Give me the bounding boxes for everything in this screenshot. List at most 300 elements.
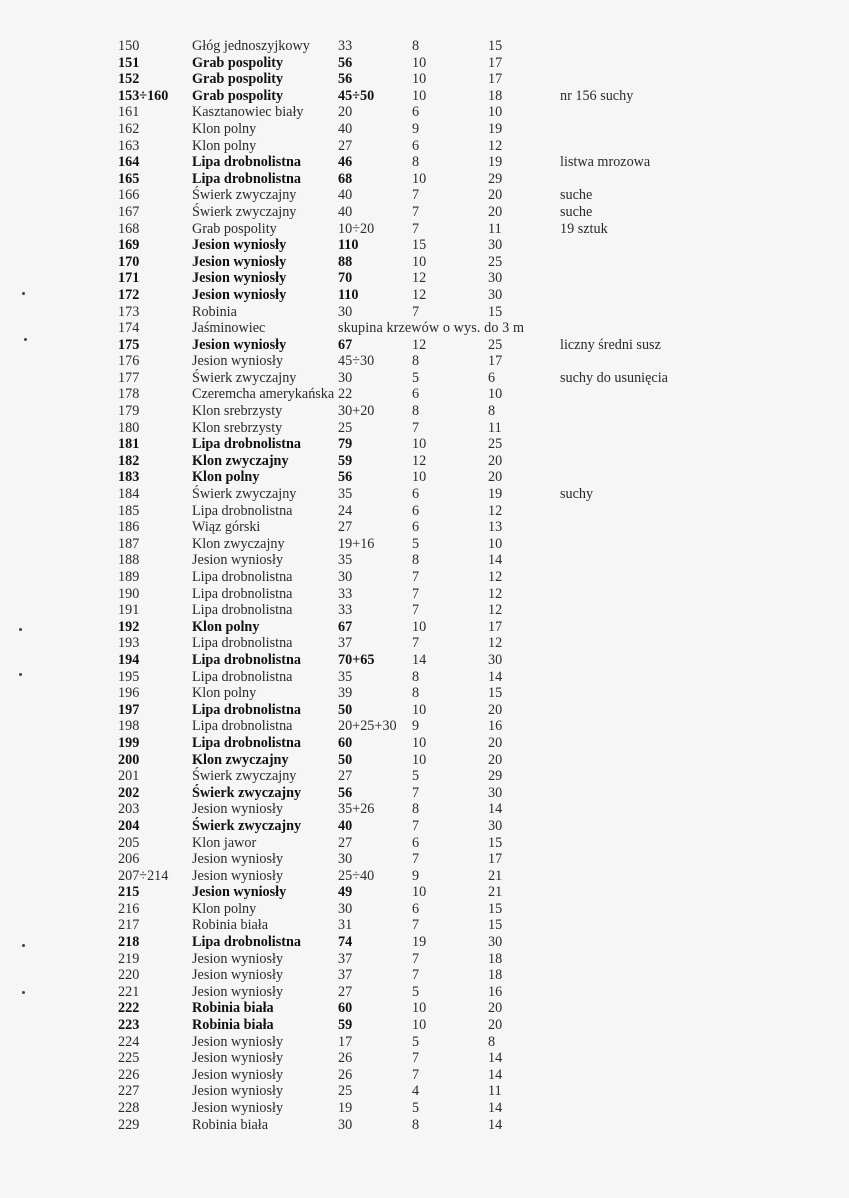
circumference-cell: 110	[338, 286, 359, 303]
remarks-cell	[560, 320, 760, 337]
height-cell: 5	[412, 983, 420, 1000]
remarks-cell: nr 156 suchy	[560, 87, 634, 104]
crown-cell: 20	[488, 452, 503, 469]
circumference-cell: 17	[338, 1033, 353, 1050]
crown-cell: 14	[488, 1116, 503, 1133]
species-cell: Jesion wyniosły	[192, 552, 284, 569]
crown-cell: 13	[488, 519, 503, 536]
remarks-cell	[560, 55, 760, 72]
species-cell: Jesion wyniosły	[192, 270, 287, 287]
height-cell: 10	[412, 1017, 427, 1034]
remarks-cell	[560, 669, 760, 686]
species-cell: Lipa drobnolistna	[192, 602, 293, 619]
crown-cell: 29	[488, 768, 503, 785]
remarks-cell	[560, 453, 760, 470]
tree-number-cell: 198	[118, 718, 140, 735]
remarks-cell	[560, 702, 760, 719]
height-cell: 10	[412, 253, 427, 270]
table-row	[112, 403, 760, 420]
species-cell: Klon jawor	[192, 834, 257, 851]
crown-cell: 17	[488, 71, 503, 88]
height-cell: 12	[412, 270, 427, 287]
tree-number-cell: 181	[118, 436, 140, 453]
tree-number-cell: 180	[118, 419, 140, 436]
height-cell: 5	[412, 768, 420, 785]
species-cell: Robinia biała	[192, 1017, 274, 1034]
circumference-cell: 30+20	[338, 403, 375, 420]
remarks-cell	[560, 735, 760, 752]
species-cell: Świerk zwyczajny	[192, 486, 297, 503]
table-row	[112, 569, 760, 586]
table-row	[112, 735, 760, 752]
circumference-cell: 60	[338, 1000, 353, 1017]
height-cell: 10	[412, 87, 427, 104]
tree-inventory-body	[112, 38, 760, 1133]
remarks-cell	[560, 519, 760, 536]
height-cell: 5	[412, 369, 420, 386]
height-cell: 6	[412, 834, 420, 851]
tree-number-cell: 220	[118, 967, 140, 984]
species-cell: Jesion wyniosły	[192, 286, 287, 303]
species-cell: Klon polny	[192, 137, 257, 154]
crown-cell: 12	[488, 635, 503, 652]
height-cell: 7	[412, 187, 420, 204]
tree-number-cell: 192	[118, 618, 140, 635]
circumference-cell: 68	[338, 170, 353, 187]
remarks-cell	[560, 635, 760, 652]
table-row	[112, 503, 760, 520]
tree-number-cell: 221	[118, 983, 140, 1000]
circumference-cell: 30	[338, 851, 353, 868]
height-cell: 10	[412, 734, 427, 751]
remarks-cell	[560, 718, 760, 735]
circumference-cell: 67	[338, 618, 353, 635]
species-cell: Jesion wyniosły	[192, 867, 284, 884]
circumference-cell: 20	[338, 104, 353, 121]
height-cell: 7	[412, 569, 420, 585]
circumference-cell: 26	[338, 1050, 353, 1067]
circumference-cell: 26	[338, 1066, 353, 1083]
species-cell: Lipa drobnolistna	[192, 668, 293, 685]
tree-number-cell: 166	[118, 187, 140, 204]
height-cell: 9	[412, 867, 420, 884]
circumference-cell: 45÷50	[338, 87, 375, 104]
tree-number-cell: 197	[118, 701, 140, 718]
crown-cell: 11	[488, 419, 502, 436]
remarks-cell	[560, 536, 760, 553]
circumference-cell: 25	[338, 1083, 353, 1100]
table-row	[112, 884, 760, 901]
species-cell: Klon zwyczajny	[192, 452, 289, 469]
species-cell: Jesion wyniosły	[192, 983, 284, 1000]
table-row	[112, 386, 760, 403]
remarks-cell	[560, 270, 760, 287]
species-cell: Lipa drobnolistna	[192, 651, 301, 668]
scan-speck	[22, 991, 25, 994]
table-row	[112, 154, 760, 171]
height-cell: 10	[412, 618, 427, 635]
circumference-cell: 37	[338, 635, 353, 652]
species-cell: Jesion wyniosły	[192, 336, 287, 353]
table-row	[112, 254, 760, 271]
table-row	[112, 1067, 760, 1084]
crown-cell: 20	[488, 203, 503, 220]
tree-number-cell: 203	[118, 801, 140, 818]
tree-number-cell: 222	[118, 1000, 140, 1017]
circumference-cell: 30	[338, 900, 353, 917]
table-row	[112, 237, 760, 254]
table-row	[112, 934, 760, 951]
table-row	[112, 55, 760, 72]
height-cell: 10	[412, 469, 427, 486]
tree-number-cell: 150	[118, 38, 140, 54]
circumference-cell: 35	[338, 486, 353, 503]
height-cell: 6	[412, 104, 420, 121]
crown-cell: 12	[488, 502, 503, 519]
tree-number-cell: 186	[118, 519, 140, 536]
table-row	[112, 868, 760, 885]
tree-number-cell: 228	[118, 1100, 140, 1116]
table-row	[112, 536, 760, 553]
crown-cell: 20	[488, 469, 503, 486]
height-cell: 9	[412, 718, 420, 735]
species-cell: Świerk zwyczajny	[192, 187, 297, 204]
height-cell: 6	[412, 486, 420, 503]
remarks-cell	[560, 917, 760, 934]
tree-number-cell: 171	[118, 270, 140, 287]
table-row	[112, 951, 760, 968]
remarks-cell	[560, 138, 760, 155]
crown-cell: 20	[488, 734, 503, 751]
circumference-cell: 45÷30	[338, 353, 375, 370]
species-cell: Jesion wyniosły	[192, 1100, 284, 1116]
crown-cell: 8	[488, 403, 496, 420]
circumference-cell: 39	[338, 685, 353, 702]
table-row	[112, 1083, 760, 1100]
table-row	[112, 619, 760, 636]
species-cell: Jesion wyniosły	[192, 1066, 284, 1083]
height-cell: 7	[412, 917, 420, 934]
species-cell: Klon srebrzysty	[192, 419, 283, 436]
table-row	[112, 752, 760, 769]
species-cell: Głóg jednoszyjkowy	[192, 38, 310, 54]
remarks-cell	[560, 403, 760, 420]
table-row	[112, 1000, 760, 1017]
remarks-cell	[560, 785, 760, 802]
tree-number-cell: 152	[118, 71, 140, 88]
species-cell: Klon polny	[192, 685, 257, 702]
table-row	[112, 652, 760, 669]
circumference-cell: 74	[338, 934, 353, 951]
species-cell: Lipa drobnolistna	[192, 934, 301, 951]
crown-cell: 19	[488, 120, 503, 137]
tree-number-cell: 189	[118, 569, 140, 585]
remarks-cell: suchy do usunięcia	[560, 369, 668, 386]
crown-cell: 10	[488, 386, 503, 403]
circumference-cell: 59	[338, 452, 353, 469]
circumference-cell: 30	[338, 569, 353, 585]
tree-number-cell: 164	[118, 154, 140, 171]
tree-number-cell: 184	[118, 486, 140, 503]
circumference-cell: 35	[338, 552, 353, 569]
tree-number-cell: 162	[118, 120, 140, 137]
tree-number-cell: 153÷160	[118, 87, 169, 104]
crown-cell: 15	[488, 834, 503, 851]
crown-cell: 30	[488, 270, 503, 287]
species-cell: Klon zwyczajny	[192, 751, 289, 768]
species-cell: Świerk zwyczajny	[192, 203, 297, 220]
table-row	[112, 818, 760, 835]
circumference-cell: 50	[338, 751, 353, 768]
tree-number-cell: 190	[118, 585, 140, 602]
tree-number-cell: 169	[118, 237, 140, 254]
crown-cell: 17	[488, 54, 503, 71]
circumference-cell: 19+16	[338, 535, 375, 552]
height-cell: 10	[412, 884, 427, 901]
height-cell: 7	[412, 602, 420, 619]
tree-number-cell: 223	[118, 1017, 140, 1034]
crown-cell: 12	[488, 569, 503, 585]
remarks-cell	[560, 287, 760, 304]
height-cell: 5	[412, 535, 420, 552]
remarks-cell	[560, 469, 760, 486]
remarks-cell: suche	[560, 203, 593, 220]
remarks-cell	[560, 768, 760, 785]
circumference-cell: 27	[338, 834, 353, 851]
tree-inventory-table	[112, 38, 760, 1133]
height-cell: 8	[412, 801, 420, 818]
crown-cell: 20	[488, 751, 503, 768]
tree-number-cell: 168	[118, 220, 140, 237]
remarks-cell	[560, 818, 760, 835]
circumference-cell: 30	[338, 303, 353, 320]
crown-cell: 18	[488, 87, 503, 104]
species-cell: Klon polny	[192, 469, 260, 486]
crown-cell: 30	[488, 651, 503, 668]
table-row	[112, 469, 760, 486]
height-cell: 15	[412, 237, 427, 254]
remarks-cell	[560, 38, 760, 55]
tree-number-cell: 170	[118, 253, 140, 270]
species-cell: Jaśminowiec	[192, 320, 266, 337]
circumference-cell: 19	[338, 1100, 353, 1116]
height-cell: 10	[412, 701, 427, 718]
crown-cell: 30	[488, 784, 503, 801]
crown-cell: 29	[488, 170, 503, 187]
crown-cell: 20	[488, 187, 503, 204]
remarks-cell	[560, 104, 760, 121]
height-cell: 8	[412, 1116, 420, 1133]
circumference-cell: 30	[338, 369, 353, 386]
remarks-cell	[560, 934, 760, 951]
tree-number-cell: 175	[118, 336, 140, 353]
circumference-cell: 27	[338, 137, 353, 154]
scan-speck	[19, 673, 22, 676]
species-cell: Klon polny	[192, 120, 257, 137]
circumference-cell: 56	[338, 54, 353, 71]
remarks-cell	[560, 569, 760, 586]
tree-number-cell: 185	[118, 502, 140, 519]
tree-number-cell: 227	[118, 1083, 140, 1100]
circumference-cell: 50	[338, 701, 353, 718]
crown-cell: 30	[488, 286, 503, 303]
table-row	[112, 1017, 760, 1034]
circumference-cell: 27	[338, 768, 353, 785]
table-row	[112, 104, 760, 121]
species-cell: Jesion wyniosły	[192, 950, 284, 967]
species-cell: Robinia biała	[192, 1116, 269, 1133]
remarks-cell	[560, 71, 760, 88]
tree-number-cell: 163	[118, 137, 140, 154]
remarks-cell	[560, 619, 760, 636]
remarks-cell	[560, 420, 760, 437]
circumference-cell: 70+65	[338, 651, 375, 668]
remarks-cell	[560, 1067, 760, 1084]
circumference-cell: 25÷40	[338, 867, 375, 884]
remarks-cell	[560, 884, 760, 901]
table-row	[112, 88, 760, 105]
table-row	[112, 685, 760, 702]
height-cell: 7	[412, 967, 420, 984]
height-cell: 8	[412, 685, 420, 702]
tree-number-cell: 225	[118, 1050, 140, 1067]
height-cell: 6	[412, 386, 420, 403]
tree-number-cell: 202	[118, 784, 140, 801]
remarks-cell	[560, 801, 760, 818]
remarks-cell	[560, 304, 760, 321]
crown-cell: 14	[488, 552, 503, 569]
crown-cell: 15	[488, 900, 503, 917]
height-cell: 7	[412, 585, 420, 602]
remarks-cell: 19 sztuk	[560, 220, 608, 237]
height-cell: 10	[412, 54, 427, 71]
height-cell: 7	[412, 851, 420, 868]
species-cell: Lipa drobnolistna	[192, 436, 301, 453]
species-cell: Robinia biała	[192, 917, 269, 934]
height-cell: 8	[412, 38, 420, 54]
crown-cell: 30	[488, 934, 503, 951]
circumference-cell: 27	[338, 519, 353, 536]
crown-cell: 15	[488, 685, 503, 702]
species-cell: Lipa drobnolistna	[192, 585, 293, 602]
crown-cell: 19	[488, 486, 503, 503]
tree-number-cell: 193	[118, 635, 140, 652]
circumference-cell: 49	[338, 884, 353, 901]
tree-number-cell: 176	[118, 353, 140, 370]
remarks-cell	[560, 652, 760, 669]
height-cell: 7	[412, 784, 420, 801]
species-cell: Klon zwyczajny	[192, 535, 285, 552]
species-cell: Lipa drobnolistna	[192, 734, 301, 751]
remarks-cell	[560, 1083, 760, 1100]
height-cell: 6	[412, 502, 420, 519]
height-cell: 7	[412, 1050, 420, 1067]
circumference-cell: 37	[338, 950, 353, 967]
crown-cell: 16	[488, 983, 503, 1000]
species-cell: Grab pospolity	[192, 54, 284, 71]
remarks-cell	[560, 1050, 760, 1067]
tree-number-cell: 182	[118, 452, 140, 469]
table-row	[112, 337, 760, 354]
scan-speck	[24, 338, 27, 341]
tree-number-cell: 200	[118, 751, 140, 768]
crown-cell: 14	[488, 1050, 503, 1067]
remarks-cell	[560, 1117, 760, 1134]
species-cell: Grab pospolity	[192, 87, 284, 104]
species-cell: Lipa drobnolistna	[192, 170, 301, 187]
circumference-cell: 60	[338, 734, 353, 751]
remarks-cell	[560, 851, 760, 868]
crown-cell: 15	[488, 917, 503, 934]
height-cell: 8	[412, 403, 420, 420]
circumference-cell: 33	[338, 602, 353, 619]
circumference-cell: 25	[338, 419, 353, 436]
tree-number-cell: 199	[118, 734, 140, 751]
species-cell: Lipa drobnolistna	[192, 502, 293, 519]
table-row	[112, 320, 760, 337]
remarks-cell	[560, 901, 760, 918]
table-row	[112, 835, 760, 852]
remarks-cell	[560, 951, 760, 968]
height-cell: 6	[412, 519, 420, 536]
crown-cell: 20	[488, 1017, 503, 1034]
tree-number-cell: 188	[118, 552, 140, 569]
remarks-cell	[560, 353, 760, 370]
species-cell: Jesion wyniosły	[192, 1050, 284, 1067]
circumference-cell: 56	[338, 71, 353, 88]
species-cell: Czeremcha amerykańska	[192, 386, 335, 403]
species-cell: Lipa drobnolistna	[192, 569, 293, 585]
species-cell: Jesion wyniosły	[192, 1033, 284, 1050]
crown-cell: 14	[488, 801, 503, 818]
table-row	[112, 1034, 760, 1051]
crown-cell: 18	[488, 950, 503, 967]
tree-number-cell: 215	[118, 884, 140, 901]
remarks-cell	[560, 602, 760, 619]
height-cell: 8	[412, 552, 420, 569]
circumference-cell: 40	[338, 187, 353, 204]
remarks-cell	[560, 1034, 760, 1051]
height-cell: 9	[412, 120, 420, 137]
crown-cell: 21	[488, 884, 503, 901]
tree-number-cell: 165	[118, 170, 140, 187]
table-row	[112, 71, 760, 88]
tree-number-cell: 219	[118, 950, 140, 967]
table-row	[112, 602, 760, 619]
remarks-cell	[560, 868, 760, 885]
table-row	[112, 519, 760, 536]
circumference-cell: 33	[338, 585, 353, 602]
circumference-cell: 31	[338, 917, 353, 934]
circumference-cell: 24	[338, 502, 353, 519]
tree-number-cell: 167	[118, 203, 140, 220]
circumference-cell: 30	[338, 1116, 353, 1133]
table-row	[112, 221, 760, 238]
species-cell: Grab pospolity	[192, 71, 284, 88]
height-cell: 19	[412, 934, 427, 951]
circumference-cell: 56	[338, 469, 353, 486]
table-row	[112, 370, 760, 387]
tree-number-cell: 216	[118, 900, 140, 917]
circumference-cell: 37	[338, 967, 353, 984]
remarks-cell	[560, 237, 760, 254]
table-row	[112, 187, 760, 204]
crown-cell: 17	[488, 851, 503, 868]
circumference-cell: 35+26	[338, 801, 375, 818]
tree-number-cell: 218	[118, 934, 140, 951]
tree-number-cell: 161	[118, 104, 140, 121]
species-cell: Robinia	[192, 303, 237, 320]
